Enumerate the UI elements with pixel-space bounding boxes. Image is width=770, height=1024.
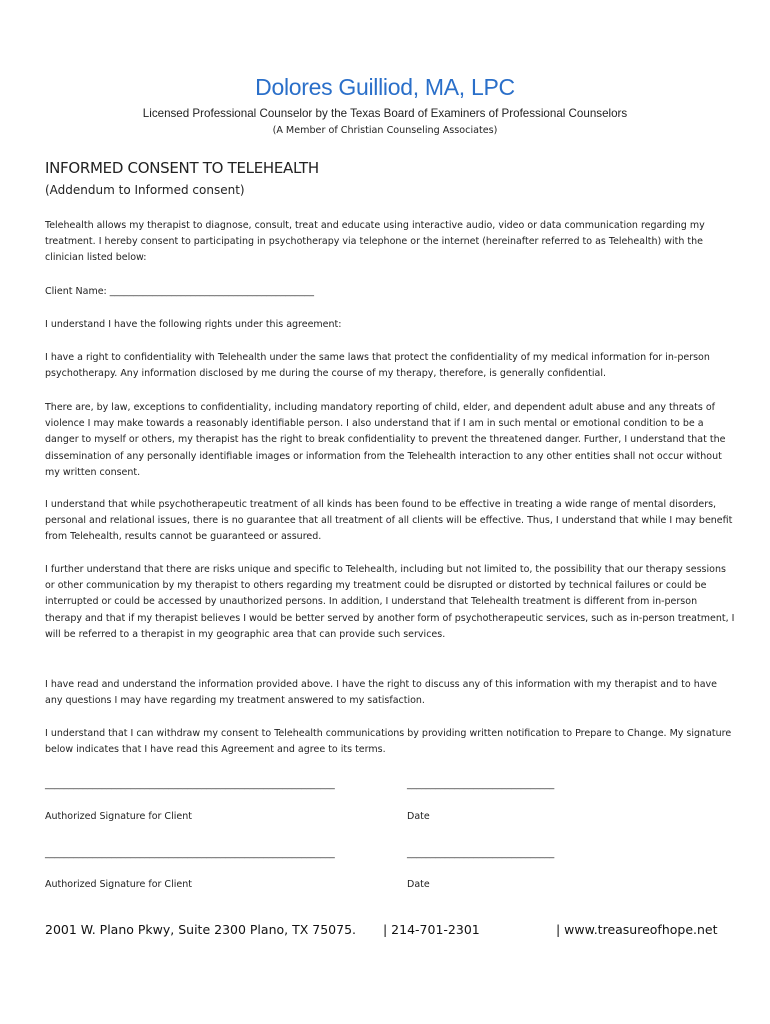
client-name-field[interactable]: Client Name: ___________________________________________	[45, 286, 315, 297]
withdraw-paragraph: I understand that I can withdraw my consent to Telehealth communications by providing written notification to Prepare to Change. My signature below indicates that I have read this Agreement and agree to its terms.	[45, 728, 732, 756]
license-line: Licensed Professional Counselor by the Texas Board of Examiners of Professional Counselors	[142, 107, 628, 120]
client-signature-line-1[interactable]: _____________________________________________________________	[45, 779, 335, 790]
date-line-1[interactable]: _______________________________	[407, 779, 555, 790]
footer-phone: | 214-701-2301	[383, 922, 480, 937]
signature-label-1: Authorized Signature for Client	[45, 811, 192, 822]
footer-website[interactable]: | www.treasureofhope.net	[556, 922, 718, 937]
date-label-2: Date	[407, 879, 430, 890]
form-title: INFORMED CONSENT TO TELEHEALTH	[45, 159, 319, 177]
effectiveness-paragraph: I understand that while psychotherapeutic treatment of all kinds has been found to be effective in treating a wide range of mental disorders, personal and relational issues, there is no guarantee that all treatment of all clients will be effective. Thus, I understand that while I may benefit from Telehealth, results cannot be guaranteed or assured.	[45, 499, 733, 543]
membership-line: (A Member of Christian Counseling Associates)	[272, 125, 498, 136]
footer-address: 2001 W. Plano Pkwy, Suite 2300 Plano, TX 75075.	[45, 922, 356, 937]
read-understand-paragraph: I have read and understand the information provided above. I have the right to discuss any of this information with my therapist and to have any questions I may have regarding my treatment answered to my satisfaction.	[45, 679, 718, 707]
date-label-1: Date	[407, 811, 430, 822]
intro-paragraph: Telehealth allows my therapist to diagnose, consult, treat and educate using interactive audio, video or data communication regarding my treatment. I hereby consent to participating in psychotherapy via telephone or the internet (hereinafter referred to as Telehealth) with the clinician listed below:	[45, 220, 705, 264]
risks-paragraph: I further understand that there are risks unique and specific to Telehealth, including but not limited to, the possibility that our therapy sessions or other communication by my therapist to others regarding my treatment could be disrupted or distorted by technical failures or could be interrupted or could be accessed by unauthorized persons. In addition, I understand that Telehealth treatment is different from in-person therapy and that if my therapist believes I would be better served by another form of psychotherapeutic services, such as in-person treatment, I will be referred to a therapist in my geographic area that can provide such services.	[45, 564, 735, 640]
client-signature-line-2[interactable]: _____________________________________________________________	[45, 848, 335, 859]
confidentiality-paragraph: I have a right to confidentiality with Telehealth under the same laws that protect the confidentiality of my medical information for in-person psychotherapy. Any information disclosed by me during the course of my therapy, therefore, is generally confidential.	[45, 352, 710, 380]
practitioner-name: Dolores Guilliod, MA, LPC	[255, 74, 515, 100]
signature-label-2: Authorized Signature for Client	[45, 879, 192, 890]
exceptions-paragraph: There are, by law, exceptions to confidentiality, including mandatory reporting of child, elder, and dependent adult abuse and any threats of violence I may make towards a reasonably identifiable person. I also understand that if I am in such mental or emotional condition to be a danger to myself or others, my therapist has the right to break confidentiality to prevent the threatened danger. Further, I understand that the dissemination of any personally identifiable images or information from the Telehealth interaction to any other entities shall not occur without my written consent.	[45, 402, 726, 478]
date-line-2[interactable]: _______________________________	[407, 848, 555, 859]
form-subtitle: (Addendum to Informed consent)	[45, 183, 245, 197]
rights-intro: I understand I have the following rights under this agreement:	[45, 319, 342, 330]
